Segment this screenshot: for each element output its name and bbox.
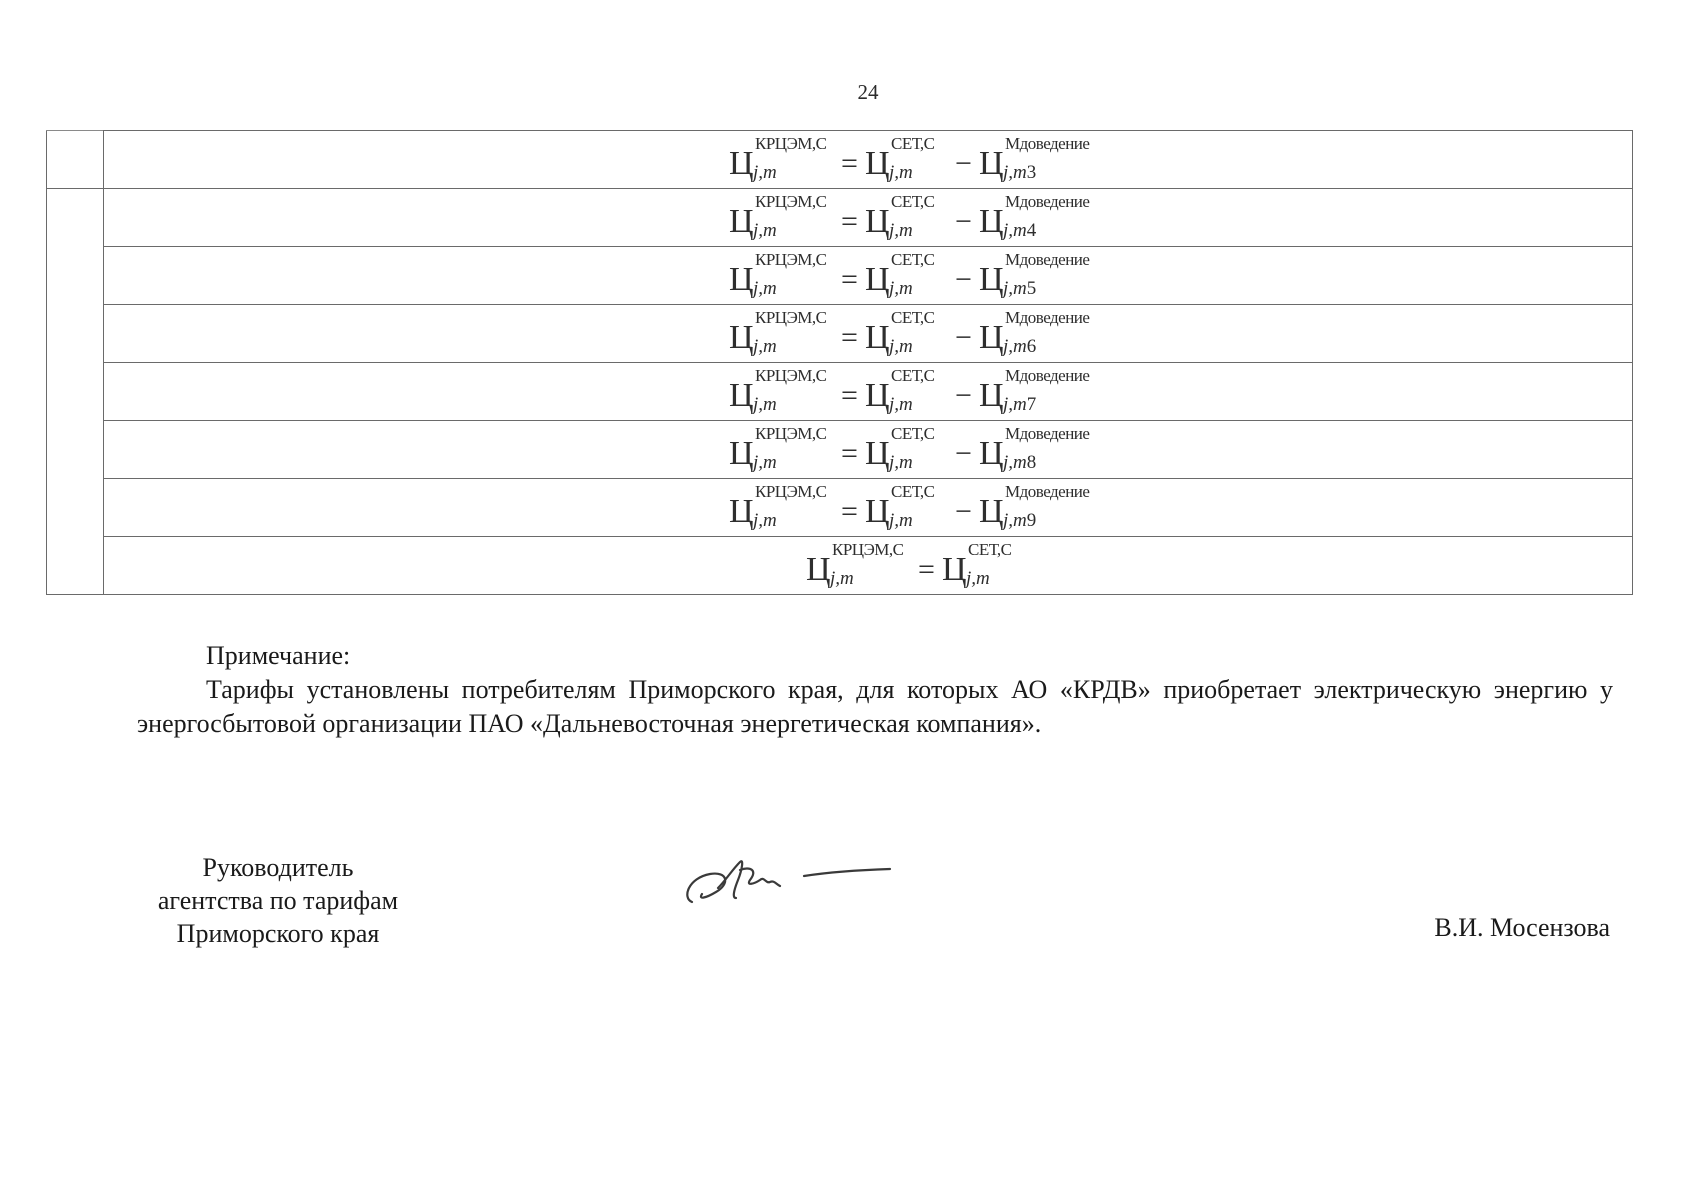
handwritten-signature [680, 840, 900, 920]
minus-sign: − [955, 263, 972, 296]
formula-superscript: КРЦЭМ,С [832, 540, 904, 559]
formula-row [47, 537, 1633, 595]
equals-sign: = [841, 495, 858, 528]
signatory-title-line: Руководитель [202, 853, 354, 882]
formula-subscript [889, 453, 913, 473]
formula-index: j,m [889, 394, 913, 415]
formula-cell [104, 189, 1633, 247]
formula-superscript: Мдоведение [1005, 250, 1090, 269]
equals-sign: = [841, 379, 858, 412]
price-symbol: Ц [979, 493, 1004, 530]
formula-subscript [753, 163, 777, 183]
formula-subscript [1003, 337, 1036, 357]
formula-subscript [753, 511, 777, 531]
price-symbol: Ц [806, 551, 831, 588]
formula-index-suffix: 4 [1026, 220, 1037, 241]
formula-index: j,m [1003, 162, 1027, 183]
empty-left-cell [47, 131, 104, 189]
equals-sign: = [918, 553, 935, 586]
formula-cell [104, 131, 1633, 189]
formula-index: j,m [966, 568, 990, 589]
formula-subscript [889, 511, 913, 531]
formula-subscript [1003, 163, 1036, 183]
formula-subscript [753, 395, 777, 415]
formula-index: j,m [889, 336, 913, 357]
formula-index: j,m [889, 220, 913, 241]
formula-superscript: Мдоведение [1005, 424, 1090, 443]
minus-sign: − [955, 379, 972, 412]
page-number: 24 [857, 80, 879, 104]
formula-superscript: КРЦЭМ,С [755, 250, 827, 269]
formula-superscript: Мдоведение [1005, 308, 1090, 327]
formula-row [47, 247, 1633, 305]
formula-superscript: СЕТ,С [891, 250, 935, 269]
equals-sign: = [841, 437, 858, 470]
price-symbol: Ц [729, 261, 754, 298]
note-title: Примечание: [206, 641, 351, 670]
price-symbol: Ц [729, 377, 754, 414]
formula-index: j,m [753, 162, 777, 183]
formula-superscript: Мдоведение [1005, 192, 1090, 211]
formula-index: j,m [753, 394, 777, 415]
formula-subscript [889, 337, 913, 357]
formula-index: j,m [1003, 336, 1027, 357]
formula-index: j,m [889, 452, 913, 473]
formula-index-suffix: 9 [1026, 510, 1037, 531]
formula-index: j,m [1003, 220, 1027, 241]
formula-row [47, 363, 1633, 421]
empty-left-cell [47, 305, 104, 363]
formula-subscript [753, 279, 777, 299]
formula-superscript: СЕТ,С [891, 134, 935, 153]
price-symbol: Ц [979, 145, 1004, 182]
formula-subscript [889, 279, 913, 299]
price-symbol: Ц [942, 551, 967, 588]
formula-index-suffix: 3 [1026, 162, 1037, 183]
formula-index: j,m [753, 278, 777, 299]
price-symbol: Ц [729, 203, 754, 240]
formula-superscript: СЕТ,С [968, 540, 1012, 559]
price-symbol: Ц [729, 493, 754, 530]
price-symbol: Ц [865, 145, 890, 182]
formula-subscript [889, 163, 913, 183]
signatory-title-line: Приморского края [176, 919, 380, 948]
formula-cell [104, 305, 1633, 363]
formula-superscript: КРЦЭМ,С [755, 482, 827, 501]
empty-left-cell [47, 363, 104, 421]
formula-subscript [753, 337, 777, 357]
price-symbol: Ц [979, 319, 1004, 356]
empty-left-cell [47, 537, 104, 595]
minus-sign: − [955, 147, 972, 180]
formula-subscript [889, 221, 913, 241]
minus-sign: − [955, 321, 972, 354]
formula-index: j,m [830, 568, 854, 589]
formula-table [46, 130, 1633, 595]
empty-left-cell [47, 189, 104, 247]
signatory-title-line: агентства по тарифам [157, 886, 399, 915]
price-symbol: Ц [979, 435, 1004, 472]
price-symbol: Ц [979, 203, 1004, 240]
formula-subscript [753, 453, 777, 473]
formula-cell [104, 479, 1633, 537]
price-symbol: Ц [865, 319, 890, 356]
formula-superscript: КРЦЭМ,С [755, 134, 827, 153]
formula-row [47, 131, 1633, 189]
price-symbol: Ц [865, 203, 890, 240]
formula-index: j,m [1003, 510, 1027, 531]
formula-superscript: СЕТ,С [891, 482, 935, 501]
note-body: Тарифы установлены потребителям Приморского края, для которых АО «КРДВ» приобретает электрическую энергию у энергосбытовой организации ПАО «Дальневосточная энергетическая компания». [137, 675, 1613, 738]
empty-left-cell [47, 247, 104, 305]
formula-row [47, 189, 1633, 247]
formula-superscript: Мдоведение [1005, 134, 1090, 153]
formula-subscript [1003, 511, 1036, 531]
formula-index: j,m [889, 510, 913, 531]
price-symbol: Ц [729, 435, 754, 472]
price-symbol: Ц [865, 493, 890, 530]
formula-cell [104, 247, 1633, 305]
formula-index-suffix: 5 [1026, 278, 1037, 299]
formula-index: j,m [753, 510, 777, 531]
formula-index-suffix: 8 [1026, 452, 1037, 473]
formula-superscript: СЕТ,С [891, 366, 935, 385]
formula-subscript [889, 395, 913, 415]
formula-superscript: КРЦЭМ,С [755, 366, 827, 385]
equals-sign: = [841, 321, 858, 354]
price-symbol: Ц [979, 261, 1004, 298]
formula-row [47, 421, 1633, 479]
formula-index: j,m [889, 278, 913, 299]
minus-sign: − [955, 495, 972, 528]
formula-row [47, 305, 1633, 363]
formula-subscript [1003, 395, 1036, 415]
formula-row [47, 479, 1633, 537]
formula-subscript [753, 221, 777, 241]
minus-sign: − [955, 437, 972, 470]
price-symbol: Ц [865, 261, 890, 298]
formula-index: j,m [889, 162, 913, 183]
formula-superscript: КРЦЭМ,С [755, 424, 827, 443]
formula-index-suffix: 7 [1026, 394, 1037, 415]
formula-index-suffix: 6 [1026, 336, 1037, 357]
price-symbol: Ц [865, 377, 890, 414]
price-symbol: Ц [979, 377, 1004, 414]
formula-subscript [830, 569, 854, 589]
signatory-name: В.И. Мосензова [1434, 913, 1610, 942]
formula-superscript: СЕТ,С [891, 192, 935, 211]
formula-index: j,m [1003, 452, 1027, 473]
formula-superscript: Мдоведение [1005, 366, 1090, 385]
equals-sign: = [841, 147, 858, 180]
formula-cell [104, 363, 1633, 421]
formula-cell [104, 537, 1633, 595]
formula-cell [104, 421, 1633, 479]
empty-left-cell [47, 479, 104, 537]
formula-index: j,m [1003, 278, 1027, 299]
equals-sign: = [841, 205, 858, 238]
formula-superscript: СЕТ,С [891, 424, 935, 443]
formula-superscript: Мдоведение [1005, 482, 1090, 501]
equals-sign: = [841, 263, 858, 296]
formula-index: j,m [1003, 394, 1027, 415]
formula-superscript: КРЦЭМ,С [755, 192, 827, 211]
formula-index: j,m [753, 336, 777, 357]
price-symbol: Ц [729, 145, 754, 182]
price-symbol: Ц [865, 435, 890, 472]
signatory-title [118, 851, 438, 950]
formula-subscript [1003, 221, 1036, 241]
minus-sign: − [955, 205, 972, 238]
formula-superscript: СЕТ,С [891, 308, 935, 327]
formula-index: j,m [753, 452, 777, 473]
formula-subscript [1003, 279, 1036, 299]
formula-superscript: КРЦЭМ,С [755, 308, 827, 327]
formula-subscript [1003, 453, 1036, 473]
price-symbol: Ц [729, 319, 754, 356]
empty-left-cell [47, 421, 104, 479]
formula-index: j,m [753, 220, 777, 241]
formula-subscript [966, 569, 990, 589]
